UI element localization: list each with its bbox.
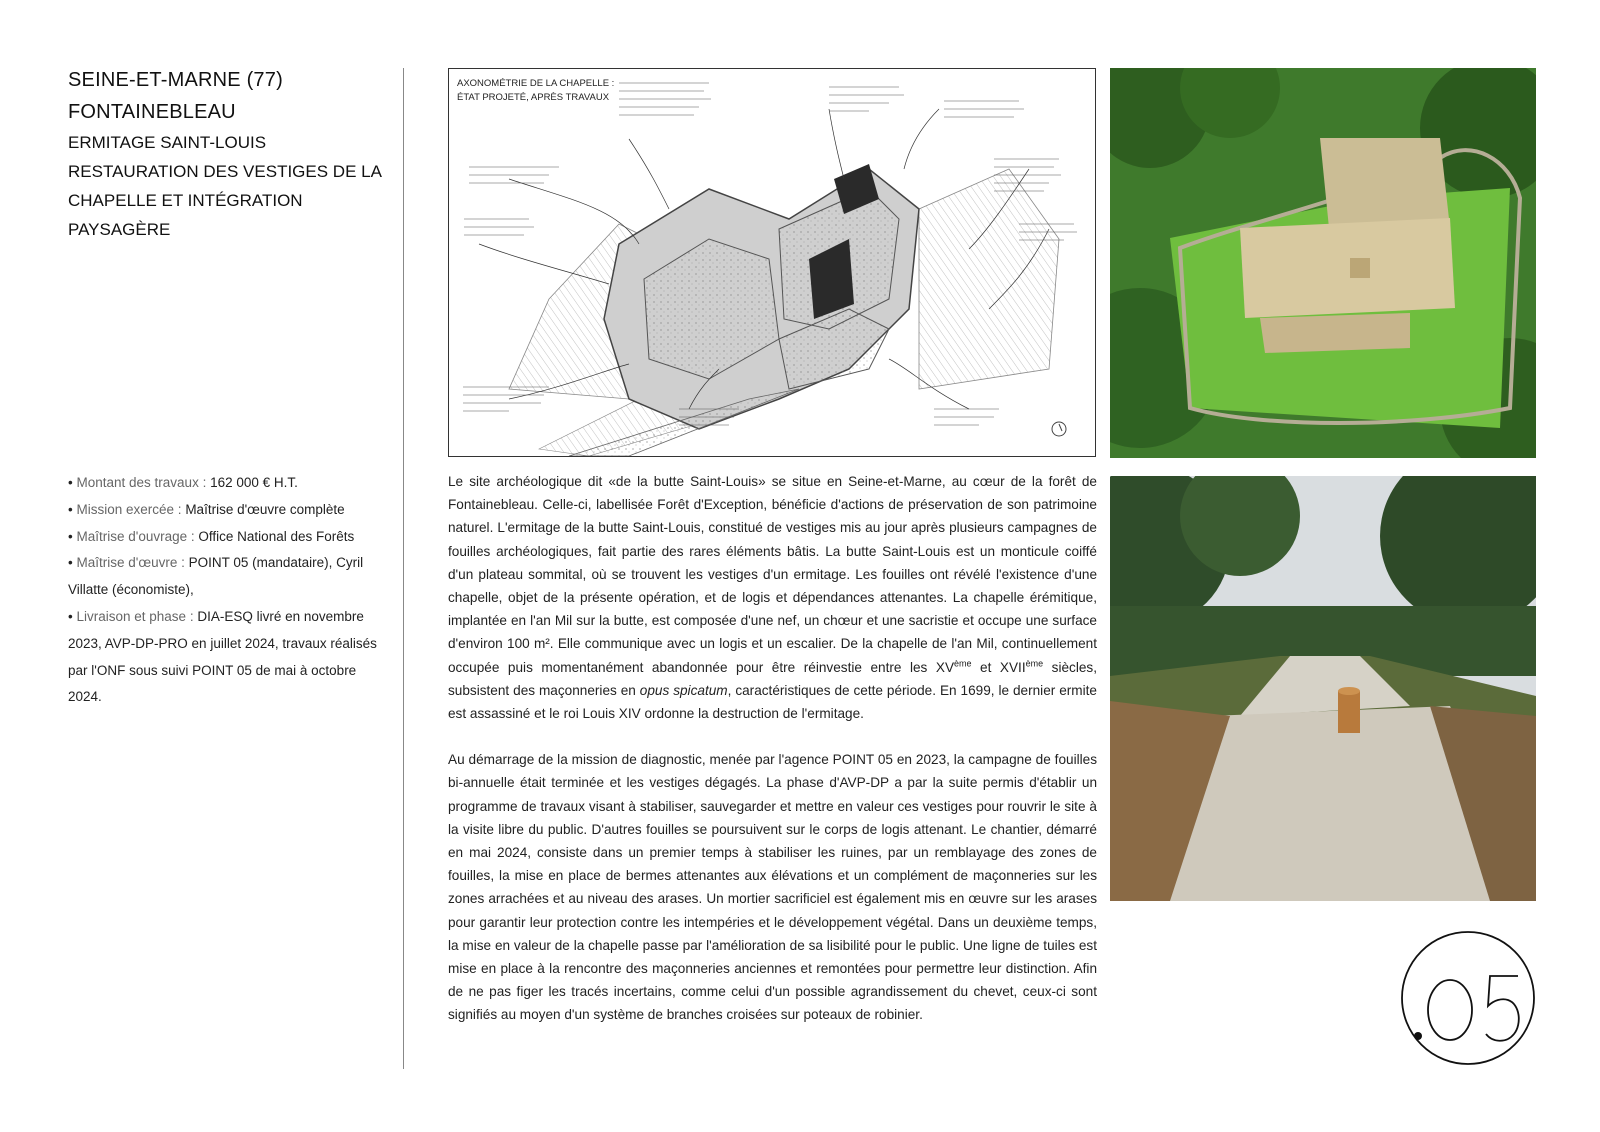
description-paragraph: Le site archéologique dit «de la butte Saint-Louis» se situe en Seine-et-Marne, au cœur de la forêt de Fontainebleau. Celle-ci, labellisée Forêt d'Exception, bénéficie d'actions de préservation de son patrimoine naturel. L'ermitage de la butte Saint-Louis, constitué de vestiges mis au jour après plusieurs campagnes de fouilles archéologiques, fait partie des rares éléments bâtis. La butte Saint-Louis est un monticule coiffé d'un plateau sommital, où se trouvent les vestiges d'un ermitage. Les fouilles ont révélé l'existence d'une chapelle, objet de la présente opération, et de logis et dépendances attenantes. La chapelle érémitique, implantée en l'an Mil sur la butte, est composée d'une nef, un chœur et une sacristie et occupe une surface d'environ 100 m². Elle communique avec un logis et un escalier. De la chapelle de l'an Mil, continuellement occupée puis momentanément abandonnée pour être réinvestie entre les XVème et XVIIème siècles, subsistent des maçonneries en opus spicatum, caractéristiques de cette période. En 1699, le dernier ermite est assassiné et le roi Louis XIV ordonne la destruction de l'ermitage.	[448, 474, 1097, 722]
project-facts	[68, 470, 386, 711]
aerial-photo	[1110, 68, 1536, 458]
fact-item: • Maîtrise d'ouvrage : Office National des Forêts	[68, 528, 355, 544]
site-photo	[1110, 476, 1536, 901]
column-divider	[403, 68, 404, 1069]
fact-item: • Montant des travaux : 162 000 € H.T.	[68, 475, 298, 490]
project-subtitle-1: RESTAURATION DES VESTIGES DE LA	[68, 162, 382, 181]
drawing-caption: AXONOMÉTRIE DE LA CHAPELLE : ÉTAT PROJETÉ, APRÈS TRAVAUX	[457, 78, 615, 103]
site-subtitle: ERMITAGE SAINT-LOUIS	[68, 133, 267, 152]
fact-item: • Livraison et phase : DIA-ESQ livré en novembre 2023, AVP-DP-PRO en juillet 2024, travaux réalisés par l'ONF sous suivi POINT 05 de mai à octobre 2024.	[68, 608, 377, 705]
city-title: FONTAINEBLEAU	[68, 101, 236, 123]
drawing-sketch	[449, 69, 1095, 456]
project-description	[448, 470, 1097, 1027]
axonometric-drawing	[448, 68, 1096, 457]
fact-item: • Maîtrise d'œuvre : POINT 05 (mandataire), Cyril Villatte (économiste),	[68, 555, 364, 598]
point05-logo	[1398, 928, 1538, 1068]
project-header	[68, 64, 388, 244]
project-subtitle-2: CHAPELLE ET INTÉGRATION PAYSAGÈRE	[68, 191, 303, 239]
department-title: SEINE-ET-MARNE (77)	[68, 69, 283, 91]
description-paragraph: Au démarrage de la mission de diagnostic, menée par l'agence POINT 05 en 2023, la campagne de fouilles bi-annuelle était terminée et les vestiges dégagés. La phase d'AVP-DP a par la suite permis d'établir un programme de travaux visant à stabiliser, sauvegarder et mettre en valeur ces vestiges pour rouvrir le site à la visite libre du public. D'autres fouilles se poursuivent sur le corps de logis attenant. Le chantier, démarré en mai 2024, consiste dans un premier temps à stabiliser les ruines, par un remblayage des zones de fouilles, la mise en place de bermes attenantes aux élévations et un complément de maçonneries sur les zones arrachées et au niveau des arases. Un mortier sacrificiel est également mis en œuvre sur les arases pour garantir leur protection contre les intempéries et le développement végétal. Dans un deuxième temps, la mise en valeur de la chapelle passe par l'amélioration de sa lisibilité pour le public. Une ligne de tuiles est mise en place à la rencontre des maçonneries anciennes et remontées pour permettre leur distinction. Afin de ne pas figer les tracés incertains, comme celui d'un possible agrandissement du chevet, ceux-ci sont signifiés au moyen d'un système de branches croisées sur poteaux de robinier.	[448, 752, 1097, 1023]
fact-item: • Mission exercée : Maîtrise d'œuvre complète	[68, 501, 345, 517]
